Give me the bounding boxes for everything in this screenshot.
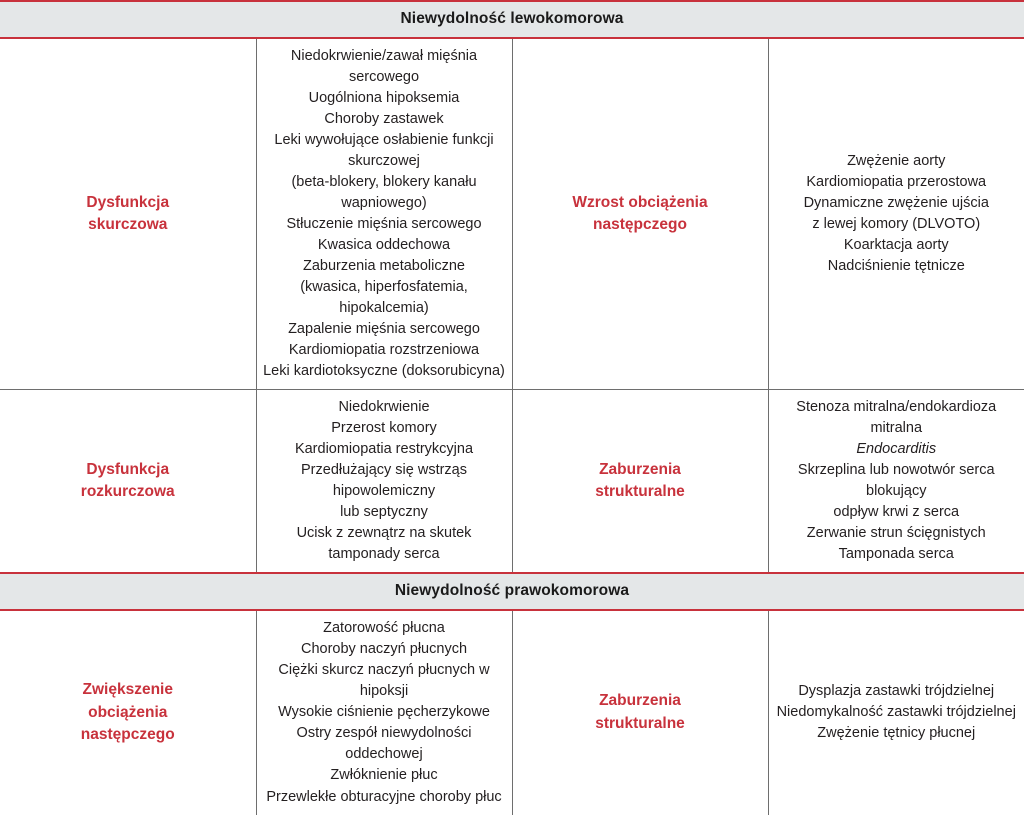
table-row-systolic-dysfunction [0, 38, 1024, 390]
list-item: Niedokrwienie/zawał mięśnia sercowego [290, 48, 478, 86]
category-line: Zwiększenie [82, 681, 173, 699]
causes-structural-disorders-right [768, 610, 1024, 814]
section-title-left-ventricular: Niewydolność lewokomorowa [400, 10, 624, 27]
list-item: Kardiomiopatia rozstrzeniowa [288, 342, 480, 359]
category-line: skurczowa [88, 216, 168, 234]
table-row-diastolic-dysfunction [0, 390, 1024, 574]
list-item: Tamponada serca [838, 546, 954, 563]
list-item: Zerwanie strun ścięgnistych [806, 525, 986, 542]
category-increased-afterload [512, 38, 768, 390]
category-line: Wzrost obciążenia [572, 193, 708, 211]
category-line: następczego [593, 216, 687, 234]
list-item: Stenoza mitralna/endokardioza mitralna [796, 399, 997, 437]
category-line: Dysfunkcja [86, 460, 170, 478]
category-line: następczego [80, 726, 175, 744]
list-item: Dysplazja zastawki trójdzielnej [798, 683, 995, 700]
list-item: Kardiomiopatia przerostowa [806, 174, 987, 191]
section-header-left-ventricular [0, 1, 1024, 38]
list-item: Choroby naczyń płucnych [300, 641, 468, 658]
category-structural-disorders-left [512, 390, 768, 574]
category-diastolic-dysfunction [0, 390, 256, 574]
list-item: Koarktacja aorty [843, 237, 949, 254]
list-item: Przerost komory [331, 420, 437, 437]
list-item: lub septyczny [340, 504, 428, 521]
causes-increased-afterload-right [256, 610, 512, 814]
list-item: Leki wywołujące osłabienie funkcji skurczowej [274, 132, 494, 170]
list-item: Przedłużający się wstrząs hipowolemiczny [301, 462, 467, 500]
list-item: odpływ krwi z serca [833, 504, 960, 521]
causes-systolic-dysfunction [256, 38, 512, 390]
causes-diastolic-dysfunction [256, 390, 512, 574]
list-item: Zwłóknienie płuc [330, 767, 438, 784]
list-item: z lewej komory (DLVOTO) [812, 216, 981, 233]
list-item: Zwężenie aorty [847, 153, 946, 170]
section-header-cell [0, 573, 1024, 610]
category-structural-disorders-right [512, 610, 768, 814]
list-item: Zwężenie tętnicy płucnej [817, 725, 976, 742]
list-item: Nadciśnienie tętnicze [827, 258, 965, 275]
section-title-right-ventricular: Niewydolność prawokomorowa [394, 582, 630, 600]
list-item: Kwasica oddechowa [317, 237, 451, 254]
category-line: obciążenia [88, 703, 168, 721]
list-item: Uogólniona hipoksemia [308, 90, 460, 107]
list-item: Niedokrwienie [338, 399, 430, 416]
list-item: Stłuczenie mięśnia sercowego [286, 216, 482, 233]
list-item: Ciężki skurcz naczyń płucnych w hipoksji [278, 662, 490, 700]
list-item: Przewlekłe obturacyjne choroby płuc [266, 788, 502, 805]
list-item: (beta-blokery, blokery kanału wapniowego) [291, 174, 477, 212]
list-item: Ucisk z zewnątrz na skutek tamponady serca [296, 525, 472, 563]
list-item: Skrzeplina lub nowotwór serca blokujący [797, 462, 995, 500]
list-item: Zaburzenia metaboliczne [302, 258, 465, 275]
category-line: strukturalne [595, 483, 685, 501]
list-item: Zapalenie mięśnia sercowego [288, 321, 480, 338]
list-item: (kwasica, hiperfosfatemia, hipokalcemia) [300, 279, 468, 317]
category-increased-afterload-right [0, 610, 256, 814]
category-systolic-dysfunction [0, 38, 256, 390]
list-item: Kardiomiopatia restrykcyjna [294, 441, 474, 458]
category-line: Zaburzenia [599, 692, 681, 710]
list-item: Dynamiczne zwężenie ujścia [803, 195, 989, 212]
list-item: Wysokie ciśnienie pęcherzykowe [278, 704, 490, 721]
causes-structural-disorders-left [768, 390, 1024, 574]
list-item: Ostry zespół niewydolności oddechowej [296, 725, 472, 763]
category-line: Dysfunkcja [86, 193, 170, 211]
section-header-right-ventricular [0, 573, 1024, 610]
list-item-italic: Endocarditis [856, 441, 937, 458]
list-item: Choroby zastawek [324, 111, 444, 128]
causes-increased-afterload [768, 38, 1024, 390]
category-line: rozkurczowa [80, 483, 175, 501]
list-item: Zatorowość płucna [323, 620, 445, 637]
section-header-cell [0, 1, 1024, 38]
list-item: Niedomykalność zastawki trójdzielnej [776, 704, 1016, 721]
list-item: Leki kardiotoksyczne (doksorubicyna) [263, 363, 505, 380]
table-row-increased-afterload-right [0, 610, 1024, 814]
category-line: Zaburzenia [599, 460, 681, 478]
category-line: strukturalne [595, 714, 685, 732]
